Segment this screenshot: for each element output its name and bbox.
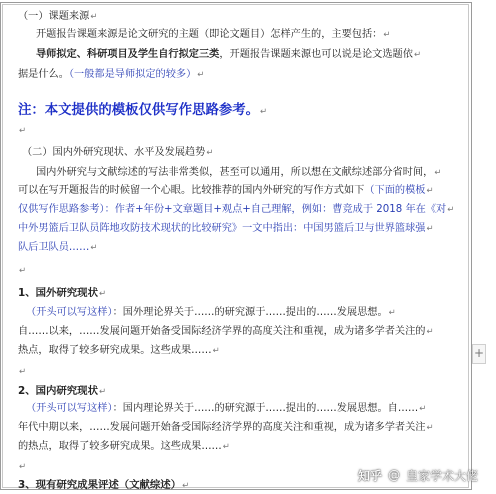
text-run: ：国外理论界关于……的研究源于……提出的……发展思想。 bbox=[112, 307, 388, 318]
paragraph-mark-icon: ↵ bbox=[19, 367, 27, 377]
paragraph-line bbox=[18, 222, 434, 236]
zhihu-logo: 知乎 bbox=[358, 468, 383, 483]
paragraph-mark-icon: ↵ bbox=[19, 266, 27, 276]
paragraph-mark-icon: ↵ bbox=[98, 289, 107, 299]
text-run: 国内外研究与文献综述的写法非常类似，甚至可以通用，所以想在文献综述部分省时间， bbox=[36, 167, 434, 178]
paragraph-mark-icon: ↵ bbox=[260, 107, 268, 117]
text-run: 队后卫队员…… bbox=[18, 242, 90, 253]
paragraph-mark-icon: ↵ bbox=[426, 224, 434, 234]
text-run: 开题报告课题来源是论文研究的主题（即论文题目）怎样产生的，主要包括： bbox=[36, 29, 383, 40]
at-sign: @ bbox=[388, 468, 401, 482]
paragraph-mark-icon: ↵ bbox=[426, 186, 434, 196]
text-run: 1、国外研究现状 bbox=[18, 287, 98, 299]
section-heading-source bbox=[18, 10, 97, 24]
text-run: ：国内理论界关于……的研究源于……提出的……发展思想。自…… bbox=[112, 403, 419, 414]
text-run: （下面的模板 bbox=[364, 185, 426, 196]
paragraph-line bbox=[18, 184, 434, 198]
paragraph-mark-icon: ↵ bbox=[383, 30, 391, 40]
empty-line bbox=[18, 264, 26, 278]
paragraph-line bbox=[36, 48, 421, 62]
paragraph-mark-icon: ↵ bbox=[98, 387, 107, 397]
watermark-account: 皇家学术大佬 bbox=[406, 468, 479, 483]
paragraph-mark-icon: ↵ bbox=[19, 126, 27, 136]
paragraph-line bbox=[36, 28, 391, 42]
subheading-domestic bbox=[18, 384, 106, 399]
text-run: ，开题报告课题来源也可以说是论文选题依 bbox=[219, 49, 413, 60]
paragraph-line bbox=[18, 325, 434, 339]
text-run: （开头可以写这样） bbox=[26, 403, 113, 414]
text-run: （二）国内外研究现状、水平及发展趋势 bbox=[22, 147, 206, 158]
paragraph-mark-icon: ↵ bbox=[182, 481, 190, 491]
paragraph-line bbox=[18, 440, 230, 454]
text-run: 中外男篮后卫队员阵地攻防技术现状的比较研究》一文中指出：中国男篮后卫与世界篮球强 bbox=[18, 223, 426, 234]
text-run: 注：本文提供的模板仅供写作思路参考。 bbox=[18, 103, 260, 118]
text-run: 自……以来，……发展问题开始备受国际经济学界的高度关注和重视，成为诸多学者关注的 bbox=[18, 326, 426, 337]
scroll-expand-button[interactable]: + bbox=[472, 344, 486, 364]
text-run: 据是什么。 bbox=[18, 69, 69, 80]
paragraph-mark-icon: ↵ bbox=[426, 327, 434, 337]
text-run: （一）课题来源 bbox=[18, 11, 90, 22]
text-run: 3、现有研究成果评述（文献综述） bbox=[18, 479, 182, 491]
text-run: 仅供写作思路参考）：作者+年份+文章题目+观点+自己理解，例如：曹竞成于 2018 年在《对 bbox=[18, 204, 447, 215]
paragraph-mark-icon: ↵ bbox=[426, 423, 434, 433]
paragraph-mark-icon: ↵ bbox=[212, 346, 220, 356]
note-heading bbox=[18, 102, 267, 120]
empty-line bbox=[18, 124, 26, 138]
paragraph-mark-icon: ↵ bbox=[388, 308, 396, 318]
empty-line bbox=[18, 365, 26, 379]
paragraph-mark-icon: ↵ bbox=[419, 404, 427, 414]
paragraph-line bbox=[18, 421, 434, 435]
paragraph-line bbox=[26, 402, 426, 416]
subheading-foreign bbox=[18, 286, 106, 301]
text-run: 可以在写开题报告的时候留一个心眼。比较推荐的国内外研究的写作方式如下 bbox=[18, 185, 365, 196]
text-run: （开头可以写这样） bbox=[26, 307, 113, 318]
paragraph-line bbox=[18, 203, 454, 217]
paragraph-mark-icon: ↵ bbox=[197, 70, 205, 80]
paragraph-line bbox=[18, 68, 204, 82]
paragraph-mark-icon: ↵ bbox=[447, 205, 455, 215]
paragraph-mark-icon: ↵ bbox=[413, 50, 422, 60]
paragraph-mark-icon: ↵ bbox=[90, 243, 98, 253]
text-run: （一般都是导师拟定的较多） bbox=[68, 69, 197, 80]
paragraph-mark-icon: ↵ bbox=[19, 462, 27, 472]
text-run: 导师拟定、科研项目及学生自行拟定三类 bbox=[36, 49, 220, 60]
text-run: 年代中期以来，……发展问题开始备受国际经济学界的高度关注和重视，成为诸多学者关注 bbox=[18, 422, 426, 433]
paragraph-line bbox=[26, 306, 396, 320]
paragraph-line bbox=[18, 241, 97, 255]
paragraph-line bbox=[18, 344, 220, 358]
paragraph-line bbox=[36, 166, 441, 180]
paragraph-mark-icon: ↵ bbox=[206, 148, 214, 158]
watermark bbox=[358, 466, 478, 484]
section-heading-research bbox=[22, 146, 214, 160]
text-run: 2、国内研究现状 bbox=[18, 385, 98, 397]
empty-line bbox=[18, 460, 26, 474]
paragraph-mark-icon: ↵ bbox=[222, 442, 230, 452]
subheading-review bbox=[18, 478, 189, 493]
paragraph-mark-icon: ↵ bbox=[434, 168, 442, 178]
text-run: 的热点，取得了较多研究成果。这些成果…… bbox=[18, 441, 222, 452]
paragraph-mark-icon: ↵ bbox=[90, 12, 98, 22]
text-run: 热点，取得了较多研究成果。这些成果…… bbox=[18, 345, 212, 356]
